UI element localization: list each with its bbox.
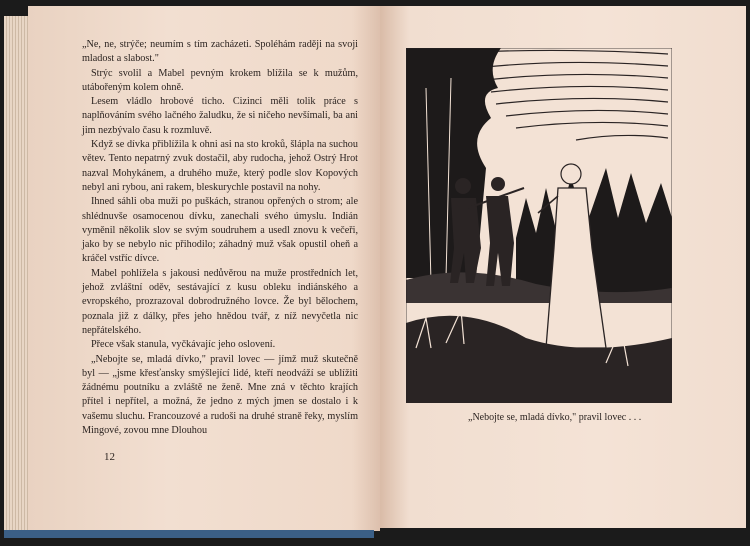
paragraph: „Ne, ne, strýče; neumím s tím zacházeti. Spoléhám raději na svoji mladost a slabost." — [82, 39, 358, 65]
left-page-text — [82, 38, 358, 438]
paragraph: Strýc svolil a Mabel pevným krokem blížila se k mužům, utábořeným kolem ohně. — [82, 67, 358, 93]
forest-illustration — [406, 48, 672, 403]
page-number: 12 — [104, 451, 115, 463]
paragraph: Lesem vládlo hrobové ticho. Cizinci měli tolik práce s naplňováním svého lačného žaludku, že si ničeho nevšímali, ba ani jim nezbývalo času k rozmluvě. — [82, 96, 358, 136]
paragraph: Ihned sáhli oba muži po puškách, stranou opřených o strom; ale shlédnuvše osamocenou dívku, zanechali svého úmyslu. Indián vyměnil několik slov se svým soudruhem a usedl znovu k večeři, jako by se nebylo nic přihodilo; záhadný muž však opustil oheň a kráčel vstříc dívce. — [82, 196, 358, 265]
paragraph: Mabel pohlížela s jakousi nedůvěrou na muže prostředních let, jehož zvláštní oděv, sestávající z kusu obleku indiánského a evropského, prozrazoval dobrodružného lovce. Že byl bělochem, poznala již z dálky, přes jeho hnědou tvář, z níž nevyčetla nic nepřátelského. — [82, 267, 358, 336]
cover-edge — [4, 530, 374, 538]
paragraph: Přece však stanula, vyčkávajíc jeho oslovení. — [91, 339, 276, 351]
paragraph: Když se dívka přiblížila k ohni asi na sto kroků, šlápla na suchou větev. Tento nepatrný zvuk dostačil, aby rudocha, jehož Ostrý Hrot nazval Mohykánem, a druhého muže, který podle slov Kopových nebyl ani rybou, ani rakem, bleskurychle postavil na nohy. — [82, 139, 358, 193]
illustration-caption: „Nebojte se, mladá dívko," pravil lovec . . . — [468, 412, 642, 423]
paragraph: „Nebojte se, mladá dívko," pravil lovec — jímž muž skutečně byl — „jsme křesťansky smýšlející lidé, kteří neodváží se ublížiti žádnému poutníku a zvláště ne ženě. Mne zná v těchto krajích přítel i nepřítel, a možná, že jedno z mých jmen se dostalo i k vašemu sluchu. Francouzové a rudoši na druhé straně řeky, myslím Mingové, zovou mne Dlouhou — [82, 353, 358, 437]
